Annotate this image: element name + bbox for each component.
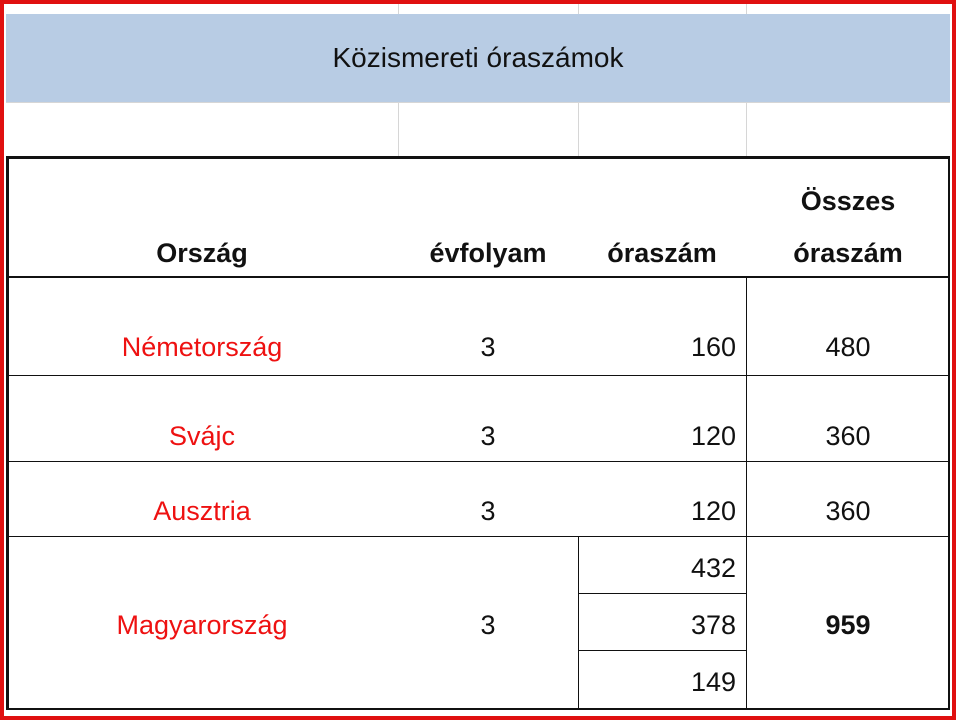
total-value: 360: [825, 496, 871, 526]
table-title: Közismereti óraszámok: [6, 14, 950, 102]
grade-value: 3: [480, 332, 496, 362]
grade-value: 3: [480, 421, 496, 451]
total-value: 360: [825, 421, 871, 451]
country-name: Ausztria: [153, 496, 251, 526]
subrow-divider: [578, 593, 746, 594]
row-divider: [6, 276, 950, 278]
grade-value: 3: [480, 496, 496, 526]
total-value: 480: [825, 332, 871, 362]
subrow-divider: [578, 650, 746, 651]
total-value: 959: [825, 610, 871, 640]
row-divider: [6, 375, 950, 376]
header-country: Ország: [156, 238, 248, 268]
row-divider: [6, 536, 950, 537]
grade-value: 3: [480, 610, 496, 640]
country-name: Magyarország: [116, 610, 288, 640]
hours-value: 432: [690, 553, 736, 583]
header-total-line1: Összes: [800, 186, 896, 216]
header-total-line2: óraszám: [793, 238, 903, 268]
country-name: Németország: [121, 332, 283, 362]
hours-value: 149: [690, 667, 736, 697]
gridline: [6, 102, 950, 103]
header-grade: évfolyam: [429, 238, 547, 268]
gridline: [398, 102, 399, 156]
country-name: Svájc: [168, 421, 236, 451]
hours-value: 120: [690, 421, 736, 451]
data-table: [6, 156, 950, 710]
hours-value: 160: [690, 332, 736, 362]
row-divider: [6, 461, 950, 462]
hours-value: 378: [690, 610, 736, 640]
hours-value: 120: [690, 496, 736, 526]
header-hours: óraszám: [607, 238, 717, 268]
